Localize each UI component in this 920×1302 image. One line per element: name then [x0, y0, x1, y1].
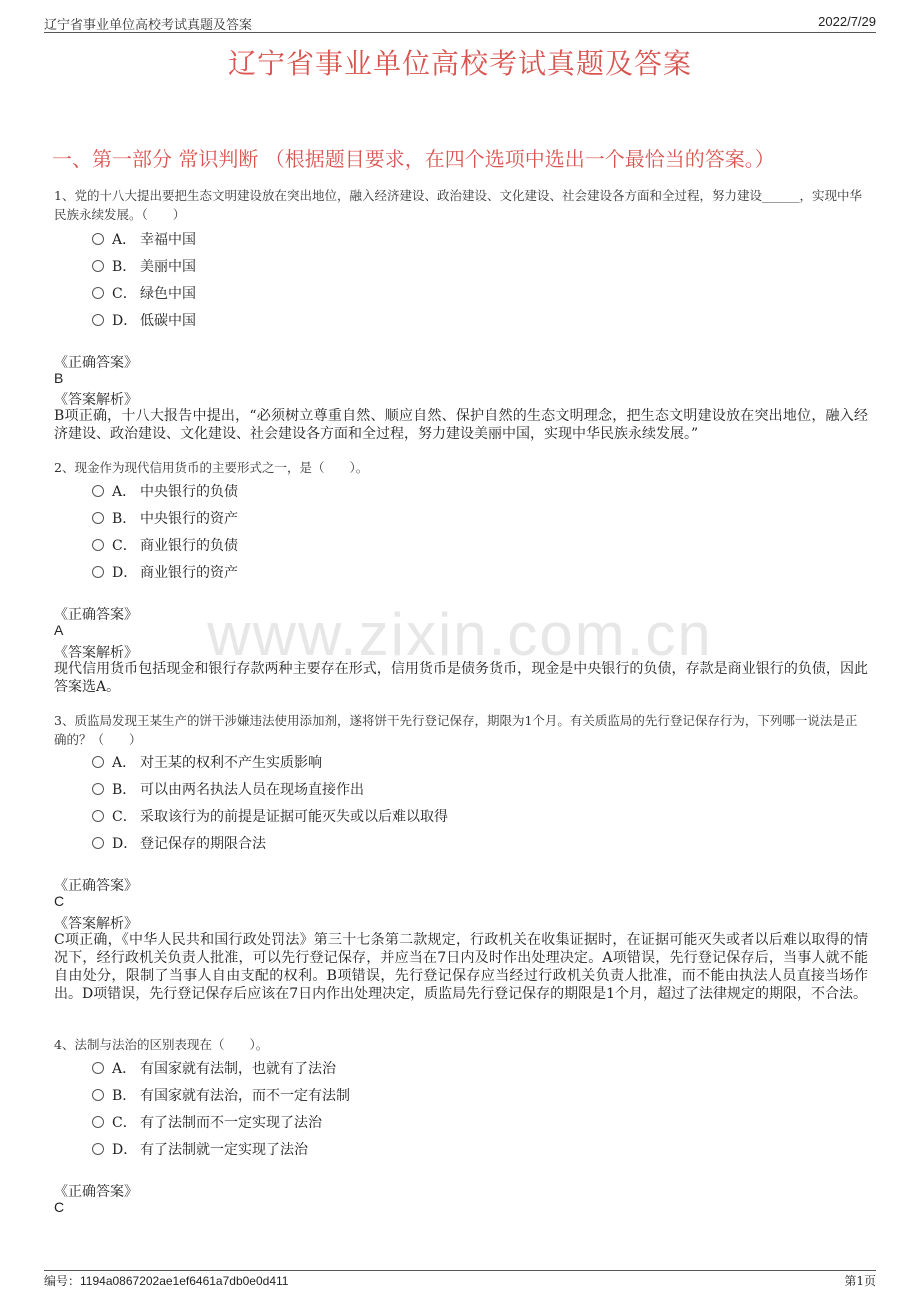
header-divider: [44, 32, 876, 33]
question-stem: 1、党的十八大提出要把生态文明建设放在突出地位，融入经济建设、政治建设、文化建设、社会建设各方面和全过程，努力建设______，实现中华民族永续发展。（ ）: [54, 188, 862, 222]
watermark: www.zixin.com.cn: [207, 601, 713, 668]
header-date: 2022/7/29: [818, 14, 876, 29]
answer-value: C: [54, 1199, 65, 1215]
footer-doc-id: [44, 1272, 288, 1289]
option-a[interactable]: A． 幸福中国: [92, 229, 196, 249]
option-a[interactable]: A． 中央银行的负债: [92, 481, 238, 501]
question-stem: 3、质监局发现王某生产的饼干涉嫌违法使用添加剂，遂将饼干先行登记保存，期限为1个月。有关质监局的先行登记保存行为，下列哪一说法是正确的？（ ）: [54, 713, 858, 747]
radio-icon[interactable]: [92, 1089, 104, 1101]
answer-value: B: [54, 370, 64, 386]
option-b[interactable]: B． 美丽中国: [92, 256, 196, 276]
radio-icon[interactable]: [92, 810, 104, 822]
explanation-text: C项正确，《中华人民共和国行政处罚法》第三十七条第二款规定，行政机关在收集证据时，在证据可能灭失或者以后难以取得的情况下，经行政机关负责人批准，可以先行登记保存，并应当在7日内及时作出处理决定。A项错误，先行登记保存后，当事人就不能自由处分，限制了当事人自由支配的权利。B项错误，先行登记保存应当经过行政机关负责人批准，而不能由执法人员直接当场作出。D项错误，先行登记保存后应该在7日内作出处理决定，质监局先行登记保存的期限是1个月，超过了法律规定的期限，不合法。: [54, 932, 868, 1002]
option-d[interactable]: D． 低碳中国: [92, 310, 196, 330]
radio-icon[interactable]: [92, 783, 104, 795]
radio-icon[interactable]: [92, 233, 104, 245]
option-b[interactable]: B． 可以由两名执法人员在现场直接作出: [92, 779, 364, 799]
option-c[interactable]: C． 有了法制而不一定实现了法治: [92, 1112, 322, 1132]
question-stem: 4、法制与法治的区别表现在（ ）。: [54, 1037, 269, 1052]
footer-code: 1194a0867202ae1ef6461a7db0e0d411: [80, 1274, 289, 1288]
radio-icon[interactable]: [92, 1062, 104, 1074]
answer-label: 《正确答案》: [54, 1184, 138, 1200]
explanation-label: 《答案解析》: [54, 916, 138, 932]
radio-icon[interactable]: [92, 485, 104, 497]
radio-icon[interactable]: [92, 756, 104, 768]
radio-icon[interactable]: [92, 512, 104, 524]
answer-label: 《正确答案》: [54, 607, 138, 623]
radio-icon[interactable]: [92, 260, 104, 272]
question-stem: 2、现金作为现代信用货币的主要形式之一，是（ ）。: [54, 460, 369, 475]
footer-page-number: 第1页: [844, 1274, 876, 1288]
document-title: 辽宁省事业单位高校考试真题及答案: [227, 47, 692, 80]
option-d[interactable]: D． 商业银行的资产: [92, 562, 238, 582]
answer-value: C: [54, 893, 65, 909]
radio-icon[interactable]: [92, 1116, 104, 1128]
radio-icon[interactable]: [92, 314, 104, 326]
radio-icon[interactable]: [92, 566, 104, 578]
radio-icon[interactable]: [92, 287, 104, 299]
header-doc-title: 辽宁省事业单位高校考试真题及答案: [44, 18, 253, 33]
explanation-text: B项正确，十八大报告中提出，“必须树立尊重自然、顺应自然、保护自然的生态文明理念，把生态文明建设放在突出地位，融入经济建设、政治建设、文化建设、社会建设各方面和全过程，努力建设美丽中国，实现中华民族永续发展。”: [54, 408, 868, 442]
footer-divider: [44, 1270, 876, 1271]
option-a[interactable]: A． 有国家就有法制，也就有了法治: [92, 1058, 336, 1078]
radio-icon[interactable]: [92, 1143, 104, 1155]
explanation-label: 《答案解析》: [54, 392, 138, 408]
option-a[interactable]: A． 对王某的权利不产生实质影响: [92, 752, 322, 772]
answer-label: 《正确答案》: [54, 355, 138, 371]
option-c[interactable]: C． 商业银行的负债: [92, 535, 238, 555]
footer-code-label: 编号：: [44, 1274, 81, 1288]
option-b[interactable]: B． 有国家就有法治，而不一定有法制: [92, 1085, 350, 1105]
option-d[interactable]: D． 有了法制就一定实现了法治: [92, 1139, 308, 1159]
option-c[interactable]: C． 采取该行为的前提是证据可能灭失或以后难以取得: [92, 806, 448, 826]
explanation-label: 《答案解析》: [54, 645, 138, 661]
section-title: 一、第一部分 常识判断 （根据题目要求，在四个选项中选出一个最恰当的答案。）: [52, 147, 775, 171]
option-b[interactable]: B． 中央银行的资产: [92, 508, 238, 528]
answer-label: 《正确答案》: [54, 878, 138, 894]
option-c[interactable]: C． 绿色中国: [92, 283, 196, 303]
radio-icon[interactable]: [92, 837, 104, 849]
radio-icon[interactable]: [92, 539, 104, 551]
explanation-text: 现代信用货币包括现金和银行存款两种主要存在形式，信用货币是债务货币，现金是中央银行的负债，存款是商业银行的负债，因此答案选A。: [54, 661, 868, 695]
answer-value: A: [54, 622, 64, 638]
option-d[interactable]: D． 登记保存的期限合法: [92, 833, 266, 853]
